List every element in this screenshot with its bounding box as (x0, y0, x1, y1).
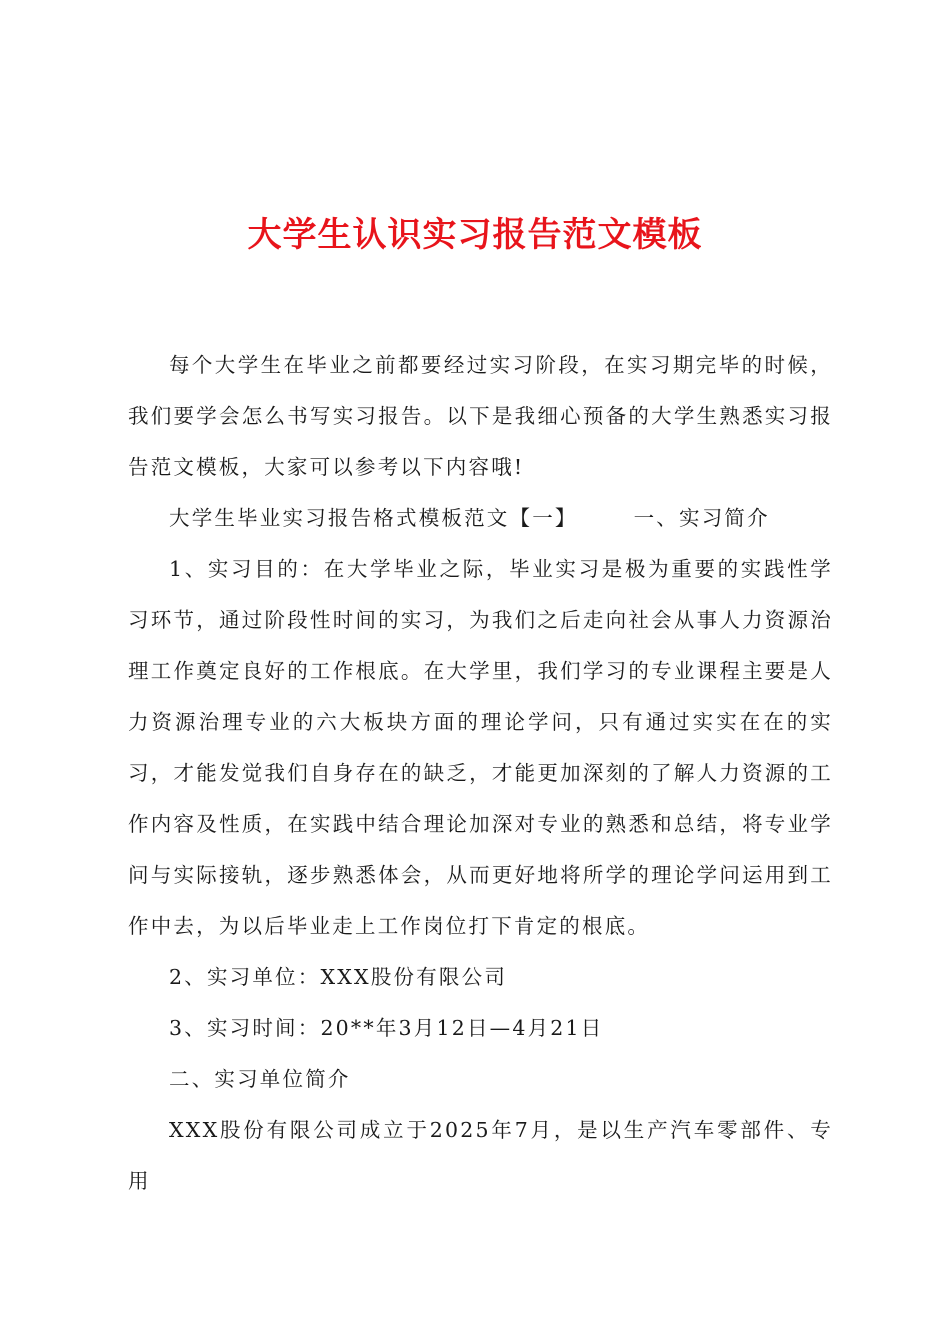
time-paragraph: 3、实习时间：20**年3月12日—4月21日 (169, 1016, 604, 1040)
section-heading-unit-intro: 二、实习单位简介 (169, 1067, 351, 1091)
unit-paragraph: 2、实习单位：XXX股份有限公司 (169, 965, 508, 989)
document-title: 大学生认识实习报告范文模板 (247, 215, 703, 255)
intro-paragraph: 每个大学生在毕业之前都要经过实习阶段，在实习期完毕的时候，我们要学会怎么书写实习报告。以下是我细心预备的大学生熟悉实习报告范文模板，大家可以参考以下内容哦! (128, 353, 833, 479)
section-heading-line (128, 493, 833, 544)
section-heading-internship-intro: 一、实习简介 (633, 506, 770, 530)
company-paragraph: XXX股份有限公司成立于2025年7月，是以生产汽车零部件、专用 (128, 1118, 833, 1193)
document-body (128, 340, 833, 1207)
purpose-paragraph: 1、实习目的：在大学毕业之际，毕业实习是极为重要的实践性学习环节，通过阶段性时间的实习，为我们之后走向社会从事人力资源治理工作奠定良好的工作根底。在大学里，我们学习的专业课程主要是人力资源治理专业的六大板块方面的理论学问，只有通过实实在在的实习，才能发觉我们自身存在的缺乏，才能更加深刻的了解人力资源的工作内容及性质，在实践中结合理论加深对专业的熟悉和总结，将专业学问与实际接轨，逐步熟悉体会，从而更好地将所学的理论学问运用到工作中去，为以后毕业走上工作岗位打下肯定的根底。 (128, 557, 833, 938)
template-heading: 大学生毕业实习报告格式模板范文【一】 (169, 506, 578, 530)
